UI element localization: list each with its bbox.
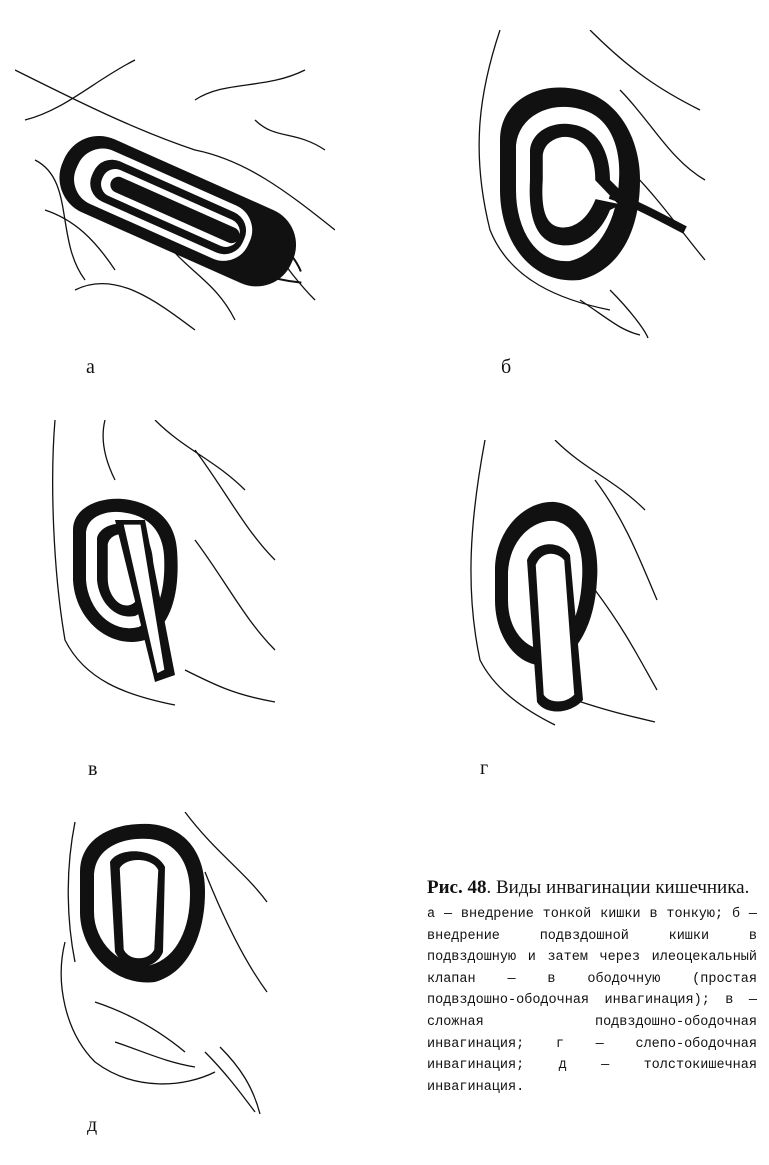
ileocolic-simple-intussusception-icon: [470, 30, 710, 340]
panel-d-label: д: [87, 1114, 98, 1136]
caption-heading: [427, 876, 757, 900]
panel-d-illustration: [55, 812, 270, 1117]
cecocolic-intussusception-icon: [465, 440, 660, 730]
panel-a-illustration: [15, 40, 335, 340]
panel-g-illustration: [465, 440, 660, 730]
panel-b-label: б: [501, 356, 512, 378]
panel-b-illustration: [470, 30, 710, 340]
ileocolic-complex-intussusception-icon: [45, 420, 280, 710]
small-into-small-intussusception-icon: [15, 40, 335, 340]
figure-caption: [427, 876, 757, 1098]
colocolic-intussusception-icon: [55, 812, 270, 1117]
panel-g-label: г: [480, 757, 489, 779]
caption-title: . Виды инвагинации кишечника.: [486, 877, 750, 898]
figure-number: Рис. 48: [427, 877, 487, 898]
panel-v-illustration: [45, 420, 280, 710]
panel-v-label: в: [88, 758, 98, 780]
caption-body: а — внедрение тонкой кишки в тонкую; б — внедрение подвздошной кишки в подвздошную и затем через илеоцекальный клапан — в ободочную (простая подвздошно-ободочная инвагинация); в — сложная подвздошно-ободочная инвагинация; г — слепо-ободочная инвагинация; д — толстокишечная инвагинация.: [427, 907, 757, 1095]
panel-a-label: а: [86, 356, 95, 378]
